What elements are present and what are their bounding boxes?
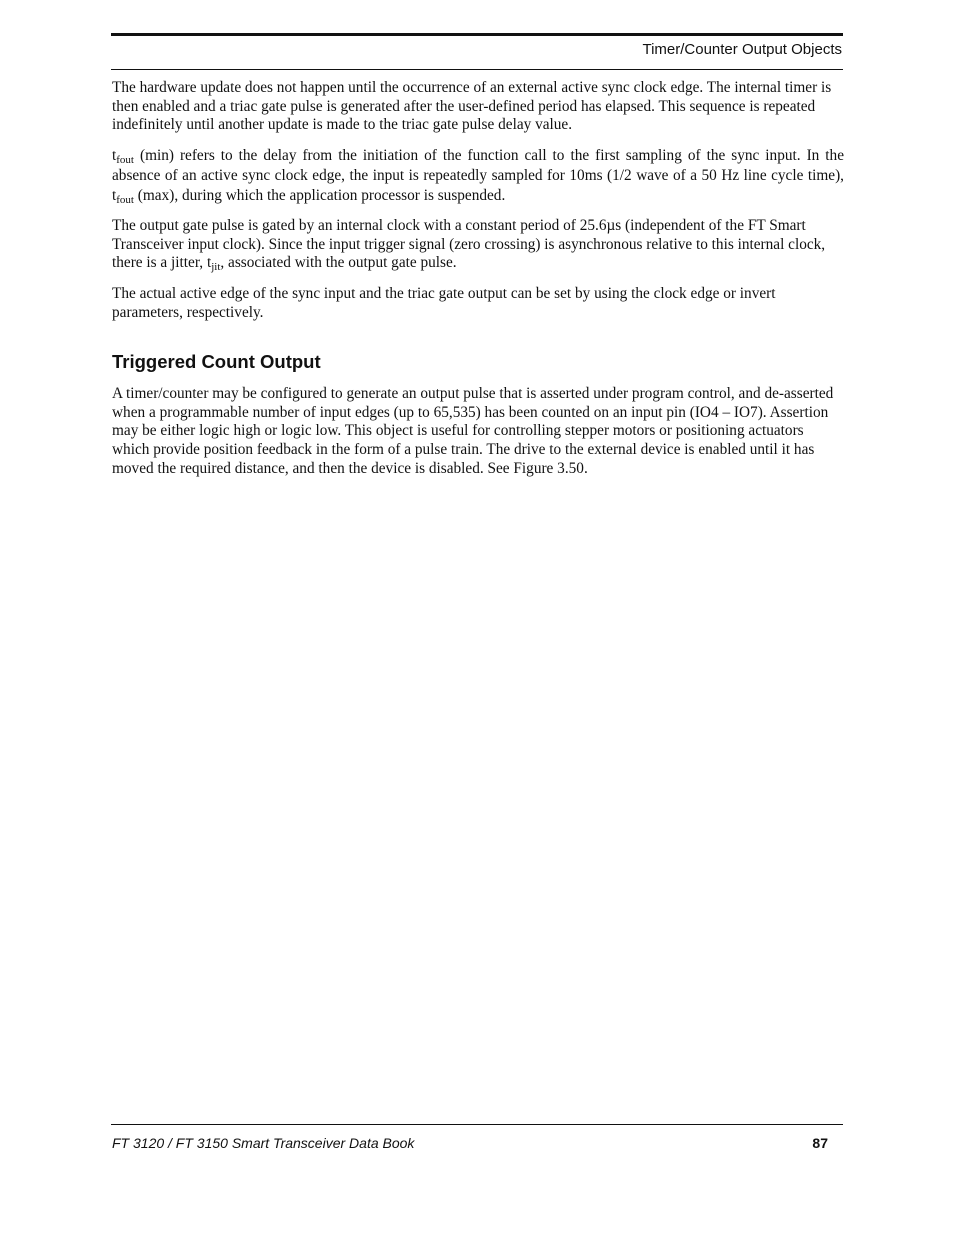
footer-rule (111, 1124, 843, 1125)
header-bottom-rule (111, 69, 843, 70)
tfout-symbol: $t_{fout}$ (112, 147, 134, 166)
page-number: 87 (812, 1135, 828, 1151)
paragraph-triggered-count: A timer/counter may be configured to generate an output pulse that is asserted under program control, and de-asserted when a programmable number of input edges (up to 65,535) has been counted on an input pin (IO4 – IO7). Assertion may be either logic high or logic low. This object is useful for controlling stepper motors or positioning actuators which provide position feedback in the form of a pulse train. The drive to the external device is enabled until it has moved the required distance, and then the device is disabled. See Figure 3.50. (112, 385, 834, 477)
header-top-rule (111, 33, 843, 36)
section-heading-triggered-count-output: Triggered Count Output (112, 351, 321, 372)
paragraph-tfout: $t_{fout}$ (min) refers to the delay from the initiation of the function call to the first sampling of the sync input. In the absence of an active sync clock edge, the input is repeatedly sampled for 10ms (1/2 wave of a 50 Hz line cycle time), $t_{fout}$ (max), during which the application processor is suspended. (112, 147, 844, 206)
paragraph-output-gate-pulse: The output gate pulse is gated by an internal clock with a constant period of 25.6µs (independent of the FT Smart Transceiver input clock). Since the input trigger signal (zero crossing) is asynchronous relative to this internal clock, there is a jitter, $t_{jit}$, associated with the output gate pulse. (112, 217, 826, 274)
paragraph-active-edge: The actual active edge of the sync input and the triac gate output can be set by using the clock edge or invert parameters, respectively. (112, 285, 776, 321)
footer-book-title: FT 3120 / FT 3150 Smart Transceiver Data Book (112, 1135, 415, 1151)
tfout-symbol: $t_{fout}$ (112, 187, 134, 206)
tjit-symbol: $t_{jit}$ (206, 254, 221, 274)
running-header-title: Timer/Counter Output Objects (642, 41, 842, 58)
paragraph-hardware-update: The hardware update does not happen until the occurrence of an external active sync clock edge. The internal timer is then enabled and a triac gate pulse is generated after the user-defined period has elapsed. This sequence is repeated indefinitely until another update is made to the triac gate pulse delay value. (112, 79, 832, 134)
